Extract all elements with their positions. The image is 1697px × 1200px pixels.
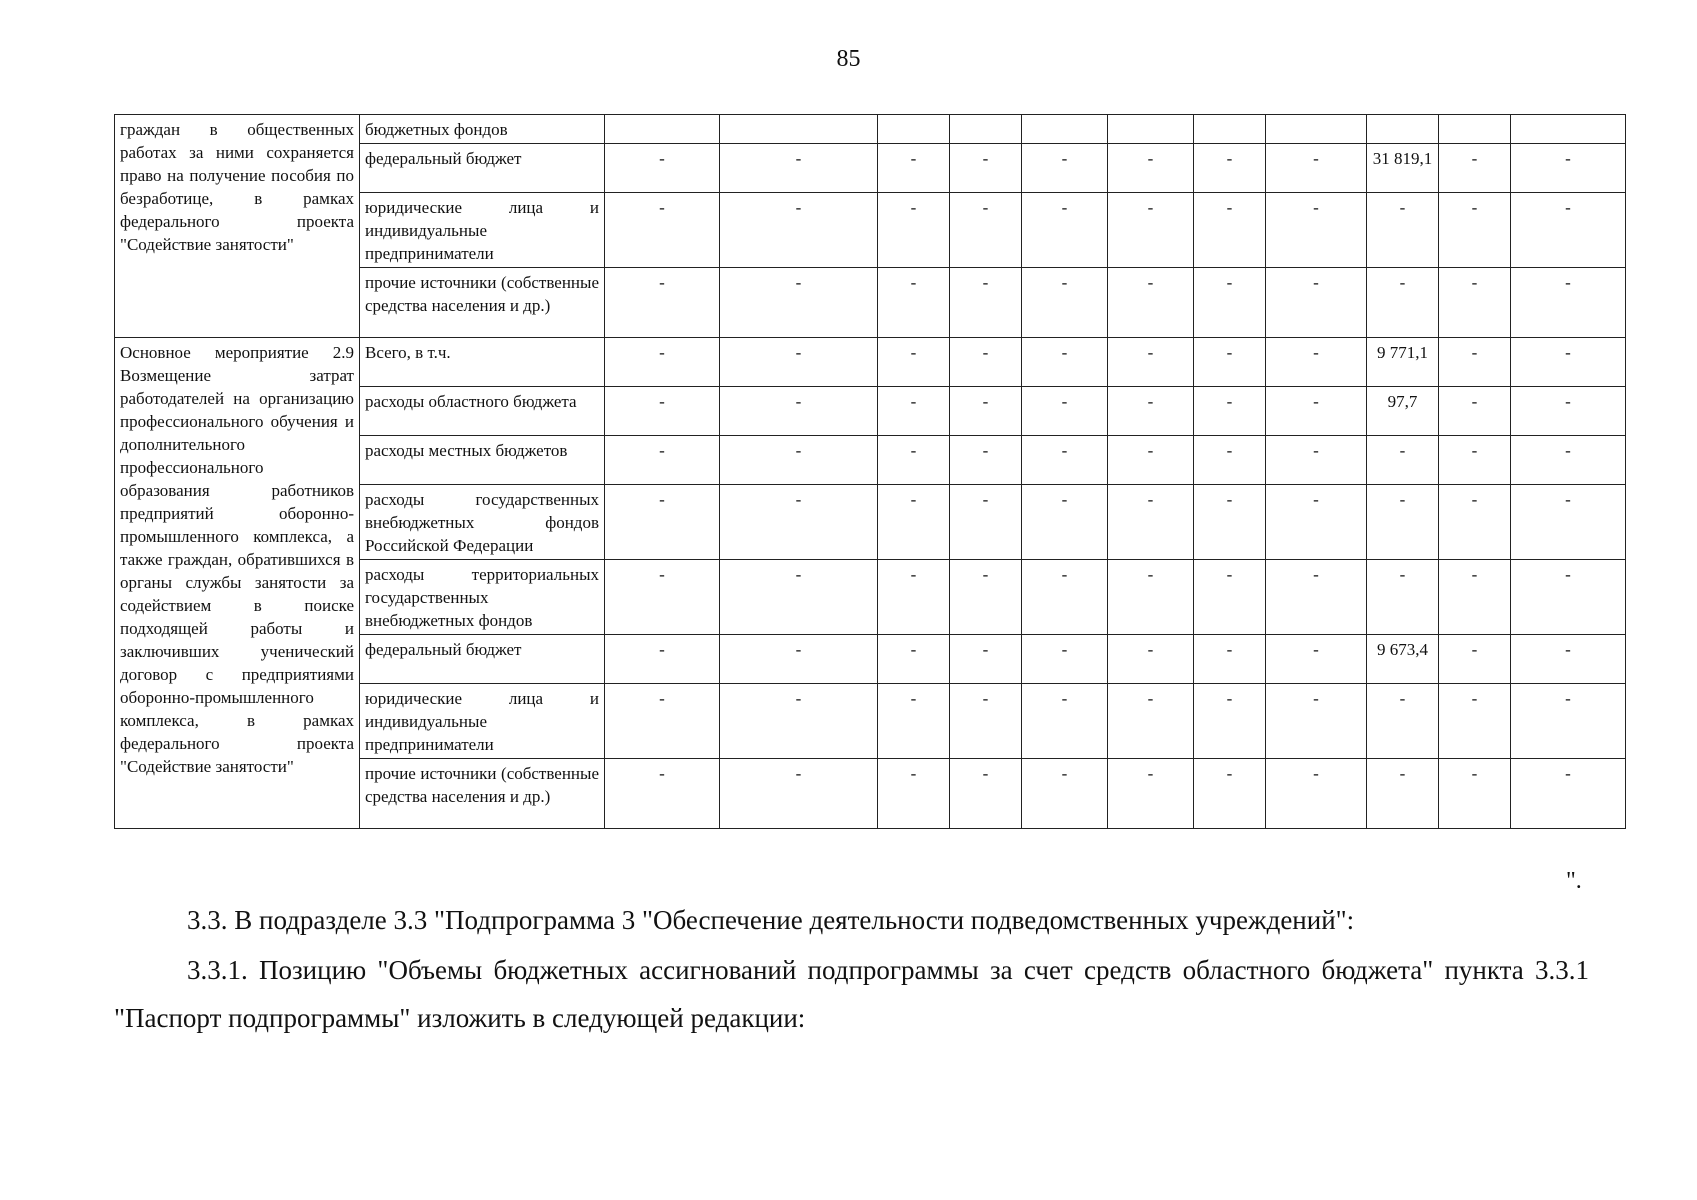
value-cell	[950, 115, 1022, 144]
value-cell: -	[1511, 387, 1626, 436]
value-cell: -	[1194, 387, 1266, 436]
value-cell: -	[950, 193, 1022, 268]
value-cell	[1439, 115, 1511, 144]
funding-source-cell: расходы областного бюджета	[360, 387, 605, 436]
measure-description-cell: Основное мероприятие 2.9 Возмещение затрат работодателей на организацию профессионального обучения и дополнительного профессионального образования работников предприятий оборонно-промышленного комплекса, а также граждан, обратившихся в органы службы занятости за содействием в поиске подходящей работы и заключивших ученический договор с предприятиями оборонно-промышленного комплекса, в рамках федерального проекта "Содействие занятости"	[115, 338, 360, 829]
value-cell: -	[605, 485, 720, 560]
measure-description-cell: граждан в общественных работах за ними сохраняется право на получение пособия по безработице, в рамках федерального проекта "Содействие занятости"	[115, 115, 360, 338]
value-cell: -	[1439, 268, 1511, 338]
value-cell: -	[1108, 759, 1194, 829]
value-cell: -	[950, 684, 1022, 759]
value-cell: -	[1439, 560, 1511, 635]
value-cell: -	[605, 193, 720, 268]
value-cell: -	[1511, 635, 1626, 684]
value-cell: -	[878, 635, 950, 684]
value-cell: -	[950, 436, 1022, 485]
value-cell: -	[720, 560, 878, 635]
value-cell	[1266, 115, 1367, 144]
value-cell: -	[1367, 193, 1439, 268]
value-cell: -	[1108, 485, 1194, 560]
value-cell: -	[605, 144, 720, 193]
value-cell: -	[720, 338, 878, 387]
value-cell: -	[1266, 635, 1367, 684]
value-cell: -	[1439, 193, 1511, 268]
value-cell: -	[720, 193, 878, 268]
value-cell: -	[605, 436, 720, 485]
closing-quote: ".	[1566, 868, 1582, 894]
value-cell: -	[1511, 759, 1626, 829]
value-cell: -	[1194, 684, 1266, 759]
funding-source-cell: федеральный бюджет	[360, 144, 605, 193]
value-cell: -	[1022, 560, 1108, 635]
value-cell: -	[605, 635, 720, 684]
value-cell: -	[1022, 759, 1108, 829]
value-cell: -	[605, 268, 720, 338]
funding-source-cell: расходы государственных внебюджетных фондов Российской Федерации	[360, 485, 605, 560]
value-cell: -	[720, 268, 878, 338]
value-cell: -	[1194, 560, 1266, 635]
value-cell: -	[1367, 759, 1439, 829]
value-cell: -	[950, 338, 1022, 387]
value-cell: -	[1022, 485, 1108, 560]
value-cell: -	[1266, 268, 1367, 338]
value-cell: -	[1022, 436, 1108, 485]
value-cell	[1194, 115, 1266, 144]
funding-source-cell: юридические лица и индивидуальные предприниматели	[360, 684, 605, 759]
table-row	[115, 338, 1626, 387]
value-cell: -	[950, 635, 1022, 684]
value-cell: -	[1194, 144, 1266, 193]
value-cell: -	[1022, 338, 1108, 387]
value-cell	[1022, 115, 1108, 144]
value-cell: -	[605, 684, 720, 759]
value-cell: -	[1108, 268, 1194, 338]
table-row	[115, 115, 1626, 144]
value-cell: -	[720, 436, 878, 485]
value-cell: -	[1511, 193, 1626, 268]
value-cell: 9 771,1	[1367, 338, 1439, 387]
value-cell	[720, 115, 878, 144]
value-cell: -	[1022, 684, 1108, 759]
value-cell: -	[1367, 268, 1439, 338]
funding-source-cell: прочие источники (собственные средства населения и др.)	[360, 268, 605, 338]
value-cell: -	[878, 485, 950, 560]
value-cell: -	[605, 560, 720, 635]
value-cell: -	[720, 485, 878, 560]
value-cell: -	[1266, 144, 1367, 193]
value-cell: -	[878, 144, 950, 193]
value-cell: -	[1108, 144, 1194, 193]
value-cell: -	[1022, 144, 1108, 193]
value-cell: 9 673,4	[1367, 635, 1439, 684]
value-cell: -	[1511, 684, 1626, 759]
funding-source-cell: расходы местных бюджетов	[360, 436, 605, 485]
value-cell: -	[878, 560, 950, 635]
value-cell: -	[878, 684, 950, 759]
value-cell: -	[605, 338, 720, 387]
value-cell: -	[878, 193, 950, 268]
value-cell: -	[720, 387, 878, 436]
value-cell: -	[1266, 485, 1367, 560]
value-cell: -	[1266, 560, 1367, 635]
value-cell: -	[1194, 338, 1266, 387]
value-cell: -	[1367, 436, 1439, 485]
paragraph-3-3: 3.3. В подразделе 3.3 "Подпрограмма 3 "Обеспечение деятельности подведомственных учреждений":	[187, 905, 1355, 935]
funding-source-cell: расходы территориальных государственных внебюджетных фондов	[360, 560, 605, 635]
budget-table	[114, 114, 1626, 829]
value-cell: -	[1266, 436, 1367, 485]
value-cell: -	[1022, 635, 1108, 684]
value-cell: 97,7	[1367, 387, 1439, 436]
value-cell: -	[1108, 338, 1194, 387]
value-cell: -	[1367, 560, 1439, 635]
value-cell: -	[1108, 684, 1194, 759]
value-cell: -	[1108, 193, 1194, 268]
value-cell: -	[1439, 485, 1511, 560]
value-cell: -	[1194, 635, 1266, 684]
value-cell: -	[950, 268, 1022, 338]
value-cell: -	[1108, 387, 1194, 436]
value-cell: -	[1194, 485, 1266, 560]
value-cell: -	[720, 684, 878, 759]
value-cell: -	[878, 387, 950, 436]
value-cell: -	[950, 485, 1022, 560]
value-cell: -	[878, 759, 950, 829]
value-cell: -	[1266, 387, 1367, 436]
value-cell	[1367, 115, 1439, 144]
page-number: 85	[836, 46, 861, 72]
value-cell: -	[1511, 338, 1626, 387]
value-cell: -	[720, 144, 878, 193]
value-cell: -	[1266, 759, 1367, 829]
value-cell: -	[1194, 759, 1266, 829]
value-cell: -	[950, 560, 1022, 635]
value-cell: -	[1511, 144, 1626, 193]
value-cell: -	[1108, 436, 1194, 485]
value-cell: -	[1439, 684, 1511, 759]
funding-source-cell: бюджетных фондов	[360, 115, 605, 144]
funding-source-cell: федеральный бюджет	[360, 635, 605, 684]
value-cell: -	[1439, 387, 1511, 436]
value-cell: -	[1194, 193, 1266, 268]
value-cell: 31 819,1	[1367, 144, 1439, 193]
funding-source-cell: прочие источники (собственные средства населения и др.)	[360, 759, 605, 829]
value-cell: -	[1367, 485, 1439, 560]
value-cell: -	[1022, 193, 1108, 268]
value-cell: -	[1511, 485, 1626, 560]
value-cell: -	[878, 268, 950, 338]
value-cell: -	[720, 759, 878, 829]
value-cell: -	[1439, 144, 1511, 193]
value-cell: -	[1439, 436, 1511, 485]
value-cell: -	[1439, 338, 1511, 387]
value-cell: -	[1266, 684, 1367, 759]
value-cell: -	[1022, 387, 1108, 436]
value-cell: -	[1266, 338, 1367, 387]
value-cell	[605, 115, 720, 144]
value-cell: -	[950, 144, 1022, 193]
value-cell: -	[1108, 560, 1194, 635]
value-cell: -	[1266, 193, 1367, 268]
value-cell: -	[950, 387, 1022, 436]
value-cell: -	[878, 338, 950, 387]
value-cell	[878, 115, 950, 144]
value-cell: -	[1022, 268, 1108, 338]
value-cell: -	[605, 759, 720, 829]
value-cell: -	[1367, 684, 1439, 759]
value-cell: -	[1194, 436, 1266, 485]
value-cell: -	[950, 759, 1022, 829]
value-cell: -	[878, 436, 950, 485]
value-cell: -	[1511, 268, 1626, 338]
value-cell	[1511, 115, 1626, 144]
funding-source-cell: юридические лица и индивидуальные предприниматели	[360, 193, 605, 268]
value-cell: -	[720, 635, 878, 684]
paragraph-3-3-1: 3.3.1. Позицию "Объемы бюджетных ассигнований подпрограммы за счет средств областного бюджета" пункта 3.3.1 "Паспорт подпрограммы" изложить в следующей редакции:	[114, 955, 1589, 1033]
value-cell: -	[1439, 759, 1511, 829]
value-cell	[1108, 115, 1194, 144]
value-cell: -	[1511, 560, 1626, 635]
value-cell: -	[1439, 635, 1511, 684]
value-cell: -	[1108, 635, 1194, 684]
table-body	[115, 115, 1626, 829]
funding-source-cell: Всего, в т.ч.	[360, 338, 605, 387]
value-cell: -	[1511, 436, 1626, 485]
value-cell: -	[1194, 268, 1266, 338]
value-cell: -	[605, 387, 720, 436]
